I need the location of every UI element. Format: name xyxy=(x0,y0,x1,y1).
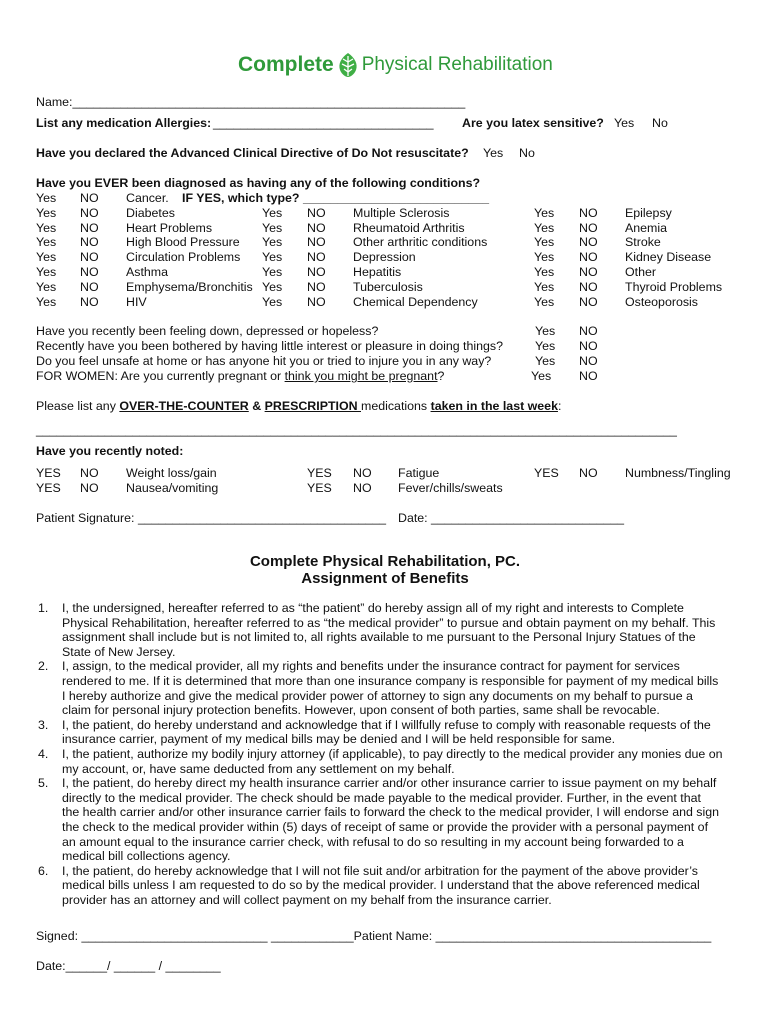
noted-label: Numbness/Tingling xyxy=(625,466,731,480)
assignment-item-line: Physical Rehabilitation, hereafter referred to as “the medical provider” to pursue and obtain payment on my behalf. This xyxy=(62,615,716,630)
screening-question-part: FOR WOMEN: Are you currently pregnant or xyxy=(36,369,285,383)
screening-yes-option[interactable]: Yes xyxy=(531,369,552,383)
assignment-item-line: medical bills unless I am requested to do so by the medical provider. I understand that the above referenced medical xyxy=(62,878,700,893)
assignment-item-line: I hereby authorize and give the medical provider power of attorney to sign any documents on my behalf to pursue a xyxy=(62,688,693,703)
logo-word-physical-rehabilitation: Physical Rehabilitation xyxy=(361,54,553,75)
assignment-item-line: an amount equal to the insurance carrier check, with refusal to do so resulting in my account being forwarded to a xyxy=(62,834,684,849)
latex-no-option[interactable]: No xyxy=(652,116,668,130)
assignment-item-number: 4. xyxy=(38,746,49,761)
condition-label: Hepatitis xyxy=(353,265,402,279)
assignment-list xyxy=(36,601,741,907)
condition-no-option[interactable]: NO xyxy=(80,294,99,309)
condition-yes-option[interactable]: Yes xyxy=(262,220,283,235)
condition-no-option[interactable]: NO xyxy=(80,279,99,294)
condition-label: Asthma xyxy=(126,265,169,279)
assignment-item-line: State of New Jersey. xyxy=(62,644,176,659)
condition-no-option[interactable]: NO xyxy=(80,265,99,279)
condition-label: Rheumatoid Arthritis xyxy=(353,220,465,235)
condition-yes-option[interactable]: Yes xyxy=(36,205,57,220)
assignment-item-line: the check to the medical provider within (5) days of receipt of same or provide the provider with a personal payment of xyxy=(62,819,709,834)
assignment-item-number: 3. xyxy=(38,717,49,732)
condition-yes-option[interactable]: Yes xyxy=(534,294,555,309)
condition-yes-option[interactable]: Yes xyxy=(262,279,283,294)
assignment-item-number: 5. xyxy=(38,776,49,791)
assignment-item xyxy=(36,601,741,659)
condition-label: Chemical Dependency xyxy=(353,294,478,309)
assignment-item xyxy=(36,718,741,747)
condition-no-option[interactable]: NO xyxy=(307,250,326,265)
condition-no-option[interactable]: NO xyxy=(579,250,598,265)
condition-no-option[interactable]: NO xyxy=(307,279,326,294)
assignment-item-line: I, assign, to the medical provider, all my rights and benefits under the insurance contract for payment for services xyxy=(62,659,680,674)
noted-yes-option[interactable]: YES xyxy=(307,466,332,480)
condition-yes-option[interactable]: Yes xyxy=(534,250,555,265)
condition-yes-option[interactable]: Yes xyxy=(36,191,57,205)
medications-word: medications xyxy=(361,399,431,413)
condition-yes-option[interactable]: Yes xyxy=(36,279,57,294)
latex-yes-option[interactable]: Yes xyxy=(614,116,635,130)
assignment-item-line: I, the patient, authorize my bodily injury attorney (if applicable), to pay directly to the medical provider any monies due on xyxy=(62,746,723,761)
condition-no-option[interactable]: NO xyxy=(80,191,99,205)
noted-label: Fever/chills/sweats xyxy=(398,481,503,495)
condition-yes-option[interactable]: Yes xyxy=(534,205,555,220)
condition-yes-option[interactable]: Yes xyxy=(262,250,283,265)
condition-no-option[interactable]: NO xyxy=(579,205,598,220)
assignment-item xyxy=(36,747,741,776)
medications-field[interactable]: _____________________________________________________________________________________________ xyxy=(36,423,677,437)
assignment-item-number: 2. xyxy=(38,659,49,674)
colon: : xyxy=(557,399,562,413)
condition-label: Epilepsy xyxy=(625,205,672,220)
condition-label: Other arthritic conditions xyxy=(353,235,488,250)
screening-question: Recently have you been bothered by having little interest or pleasure in doing things? xyxy=(36,339,504,353)
condition-no-option[interactable]: NO xyxy=(307,205,326,220)
screening-no-option[interactable]: NO xyxy=(579,369,598,383)
noted-yes-option[interactable]: YES xyxy=(36,466,61,480)
noted-no-option[interactable]: NO xyxy=(80,466,99,480)
condition-yes-option[interactable]: Yes xyxy=(262,235,283,250)
screening-question xyxy=(36,369,444,383)
condition-no-option[interactable]: NO xyxy=(307,220,326,235)
assignment-item-line: my account, or, have same deducted from any settlement on my behalf. xyxy=(62,761,455,776)
condition-yes-option[interactable]: Yes xyxy=(534,235,555,250)
assignment-item-line: insurance carrier, payment of my medical bills may be denied and I will be held responsible for same. xyxy=(62,732,616,747)
assignment-item-line: claim for personal injury protection benefits. However, upon consent of both parties, same shall be revocable. xyxy=(62,703,660,718)
screening-question: Have you recently been feeling down, depressed or hopeless? xyxy=(36,324,379,338)
condition-label: Other xyxy=(625,265,656,279)
noted-no-option[interactable]: NO xyxy=(353,466,372,480)
logo-word-complete: Complete xyxy=(238,53,334,76)
condition-label: Multiple Sclerosis xyxy=(353,205,450,220)
medications-prompt xyxy=(36,399,561,413)
noted-no-option[interactable]: NO xyxy=(80,481,99,495)
screening-no-option[interactable]: NO xyxy=(579,324,598,338)
condition-label: High Blood Pressure xyxy=(126,235,240,250)
assignment-item-line: provider has an attorney and will collect payment on my behalf from the insurance carrier. xyxy=(62,892,552,907)
screening-question-underlined: think you might be pregnant xyxy=(284,369,438,383)
signature-date-field[interactable]: Date: ____________________________ xyxy=(398,511,625,525)
condition-yes-option[interactable]: Yes xyxy=(262,294,283,309)
noted-no-option[interactable]: NO xyxy=(579,466,598,480)
condition-label: Stroke xyxy=(625,235,661,250)
screening-question-end: ? xyxy=(437,369,445,383)
assignment-item-line: directly to the medical provider. The check should be made payable to the medical provider. Further, in the event that xyxy=(62,790,701,805)
company-logo xyxy=(238,50,553,80)
condition-no-option[interactable]: NO xyxy=(307,265,326,279)
condition-no-option[interactable]: NO xyxy=(80,205,99,220)
assignment-item xyxy=(36,659,741,717)
condition-yes-option[interactable]: Yes xyxy=(534,220,555,235)
noted-label: Fatigue xyxy=(398,466,440,480)
allergies-field[interactable]: ________________________________ xyxy=(213,116,434,130)
leaf-logo-icon xyxy=(337,52,359,78)
screening-yes-option[interactable]: Yes xyxy=(535,354,556,368)
assignment-item-line: medical bill collections agency. xyxy=(62,849,231,864)
last-week-label: taken in the last week xyxy=(430,399,558,413)
condition-yes-option[interactable]: Yes xyxy=(36,220,57,235)
condition-label: Circulation Problems xyxy=(126,250,241,265)
condition-no-option[interactable]: NO xyxy=(579,220,598,235)
noted-yes-option[interactable]: YES xyxy=(534,466,559,480)
otc-label: OVER-THE-COUNTER xyxy=(119,399,249,413)
screening-question: Do you feel unsafe at home or has anyone hit you or tried to injure you in any way? xyxy=(36,354,492,368)
condition-label: Emphysema/Bronchitis xyxy=(126,279,253,294)
allergies-label: List any medication Allergies: xyxy=(36,116,212,130)
condition-yes-option[interactable]: Yes xyxy=(36,294,57,309)
assignment-item-line: assignment shall include but is not limited to, all rights available to me pursuant to the Personal Injury Statues of the xyxy=(62,630,696,645)
conditions-heading: Have you EVER been diagnosed as having any of the following conditions? xyxy=(36,176,481,190)
condition-yes-option[interactable]: Yes xyxy=(534,265,555,279)
condition-yes-option[interactable]: Yes xyxy=(36,235,57,250)
condition-yes-option[interactable]: Yes xyxy=(534,279,555,294)
condition-no-option[interactable]: NO xyxy=(579,279,598,294)
condition-label: Heart Problems xyxy=(126,220,213,235)
assignment-item-line: I, the patient, do hereby direct my health insurance carrier and/or other insurance carrier to issue payment on my behalf xyxy=(62,776,717,791)
condition-label: Depression xyxy=(353,250,416,265)
assignment-item-line: I, the patient, do hereby acknowledge that I will not file suit and/or arbitration for the payment of the above provider’s xyxy=(62,863,698,878)
condition-label: Diabetes xyxy=(126,205,175,220)
condition-yes-option[interactable]: Yes xyxy=(36,265,57,279)
condition-label: Anemia xyxy=(625,220,668,235)
screening-yes-option[interactable]: Yes xyxy=(535,339,556,353)
screening-yes-option[interactable]: Yes xyxy=(535,324,556,338)
ampersand: & xyxy=(248,399,265,413)
condition-label: HIV xyxy=(126,294,147,309)
directive-no-option[interactable]: No xyxy=(519,146,535,160)
condition-no-option[interactable]: NO xyxy=(80,235,99,250)
condition-yes-option[interactable]: Yes xyxy=(36,250,57,265)
noted-label: Weight loss/gain xyxy=(126,466,217,480)
assignment-company-title: Complete Physical Rehabilitation, PC. xyxy=(249,553,521,570)
condition-label: Cancer. xyxy=(126,191,169,205)
assignment-title: Assignment of Benefits xyxy=(301,570,469,587)
prescription-label: PRESCRIPTION xyxy=(264,399,361,413)
condition-label: Osteoporosis xyxy=(625,294,699,309)
cancer-type-field[interactable]: IF YES, which type? ___________________________ xyxy=(182,191,490,205)
condition-no-option[interactable]: NO xyxy=(80,250,99,265)
assignment-item xyxy=(36,864,741,908)
medications-prompt-text: Please list any xyxy=(36,399,120,413)
condition-label: Kidney Disease xyxy=(625,250,712,265)
noted-yes-option[interactable]: YES xyxy=(307,481,332,495)
condition-no-option[interactable]: NO xyxy=(307,235,326,250)
patient-signature-field[interactable]: Patient Signature: ____________________________________ xyxy=(36,511,387,525)
noted-label: Nausea/vomiting xyxy=(126,481,219,495)
condition-no-option[interactable]: NO xyxy=(80,220,99,235)
footer-date-field[interactable]: Date:______/ ______ / ________ xyxy=(36,959,221,973)
signed-patient-name-field[interactable]: Signed: ___________________________ ____________Patient Name: ________________________________________ xyxy=(36,929,712,943)
name-field[interactable]: Name:_________________________________________________________ xyxy=(36,95,466,109)
condition-no-option[interactable]: NO xyxy=(579,294,598,309)
directive-yes-option[interactable]: Yes xyxy=(483,146,504,160)
directive-question: Have you declared the Advanced Clinical Directive of Do Not resuscitate? xyxy=(36,146,469,160)
assignment-item-line: rendered to me. If it is determined that more than one insurance company is responsible for payment of my medical bills xyxy=(62,673,719,688)
assignment-item-number: 1. xyxy=(38,601,49,615)
condition-no-option[interactable]: NO xyxy=(579,235,598,250)
assignment-item-line: the health carrier and/or other insurance carrier fails to forward the check to the medical provider, I will endorse and sign xyxy=(62,805,720,820)
condition-no-option[interactable]: NO xyxy=(307,294,326,309)
assignment-item-line: I, the undersigned, hereafter referred to as “the patient” do hereby assign all of my right and interests to Complete xyxy=(62,601,684,615)
condition-no-option[interactable]: NO xyxy=(579,265,598,279)
noted-no-option[interactable]: NO xyxy=(353,481,372,495)
screening-no-option[interactable]: NO xyxy=(579,354,598,368)
condition-yes-option[interactable]: Yes xyxy=(262,205,283,220)
assignment-item-number: 6. xyxy=(38,863,49,878)
assignment-item xyxy=(36,776,741,864)
noted-yes-option[interactable]: YES xyxy=(36,481,61,495)
condition-label: Thyroid Problems xyxy=(625,279,723,294)
assignment-item-line: I, the patient, do hereby understand and acknowledge that if I willfully refuse to comply with reasonable requests of the xyxy=(62,717,711,732)
noted-heading: Have you recently noted: xyxy=(36,444,184,458)
latex-question: Are you latex sensitive? xyxy=(462,116,604,130)
condition-yes-option[interactable]: Yes xyxy=(262,265,283,279)
condition-label: Tuberculosis xyxy=(353,279,423,294)
screening-no-option[interactable]: NO xyxy=(579,339,598,353)
